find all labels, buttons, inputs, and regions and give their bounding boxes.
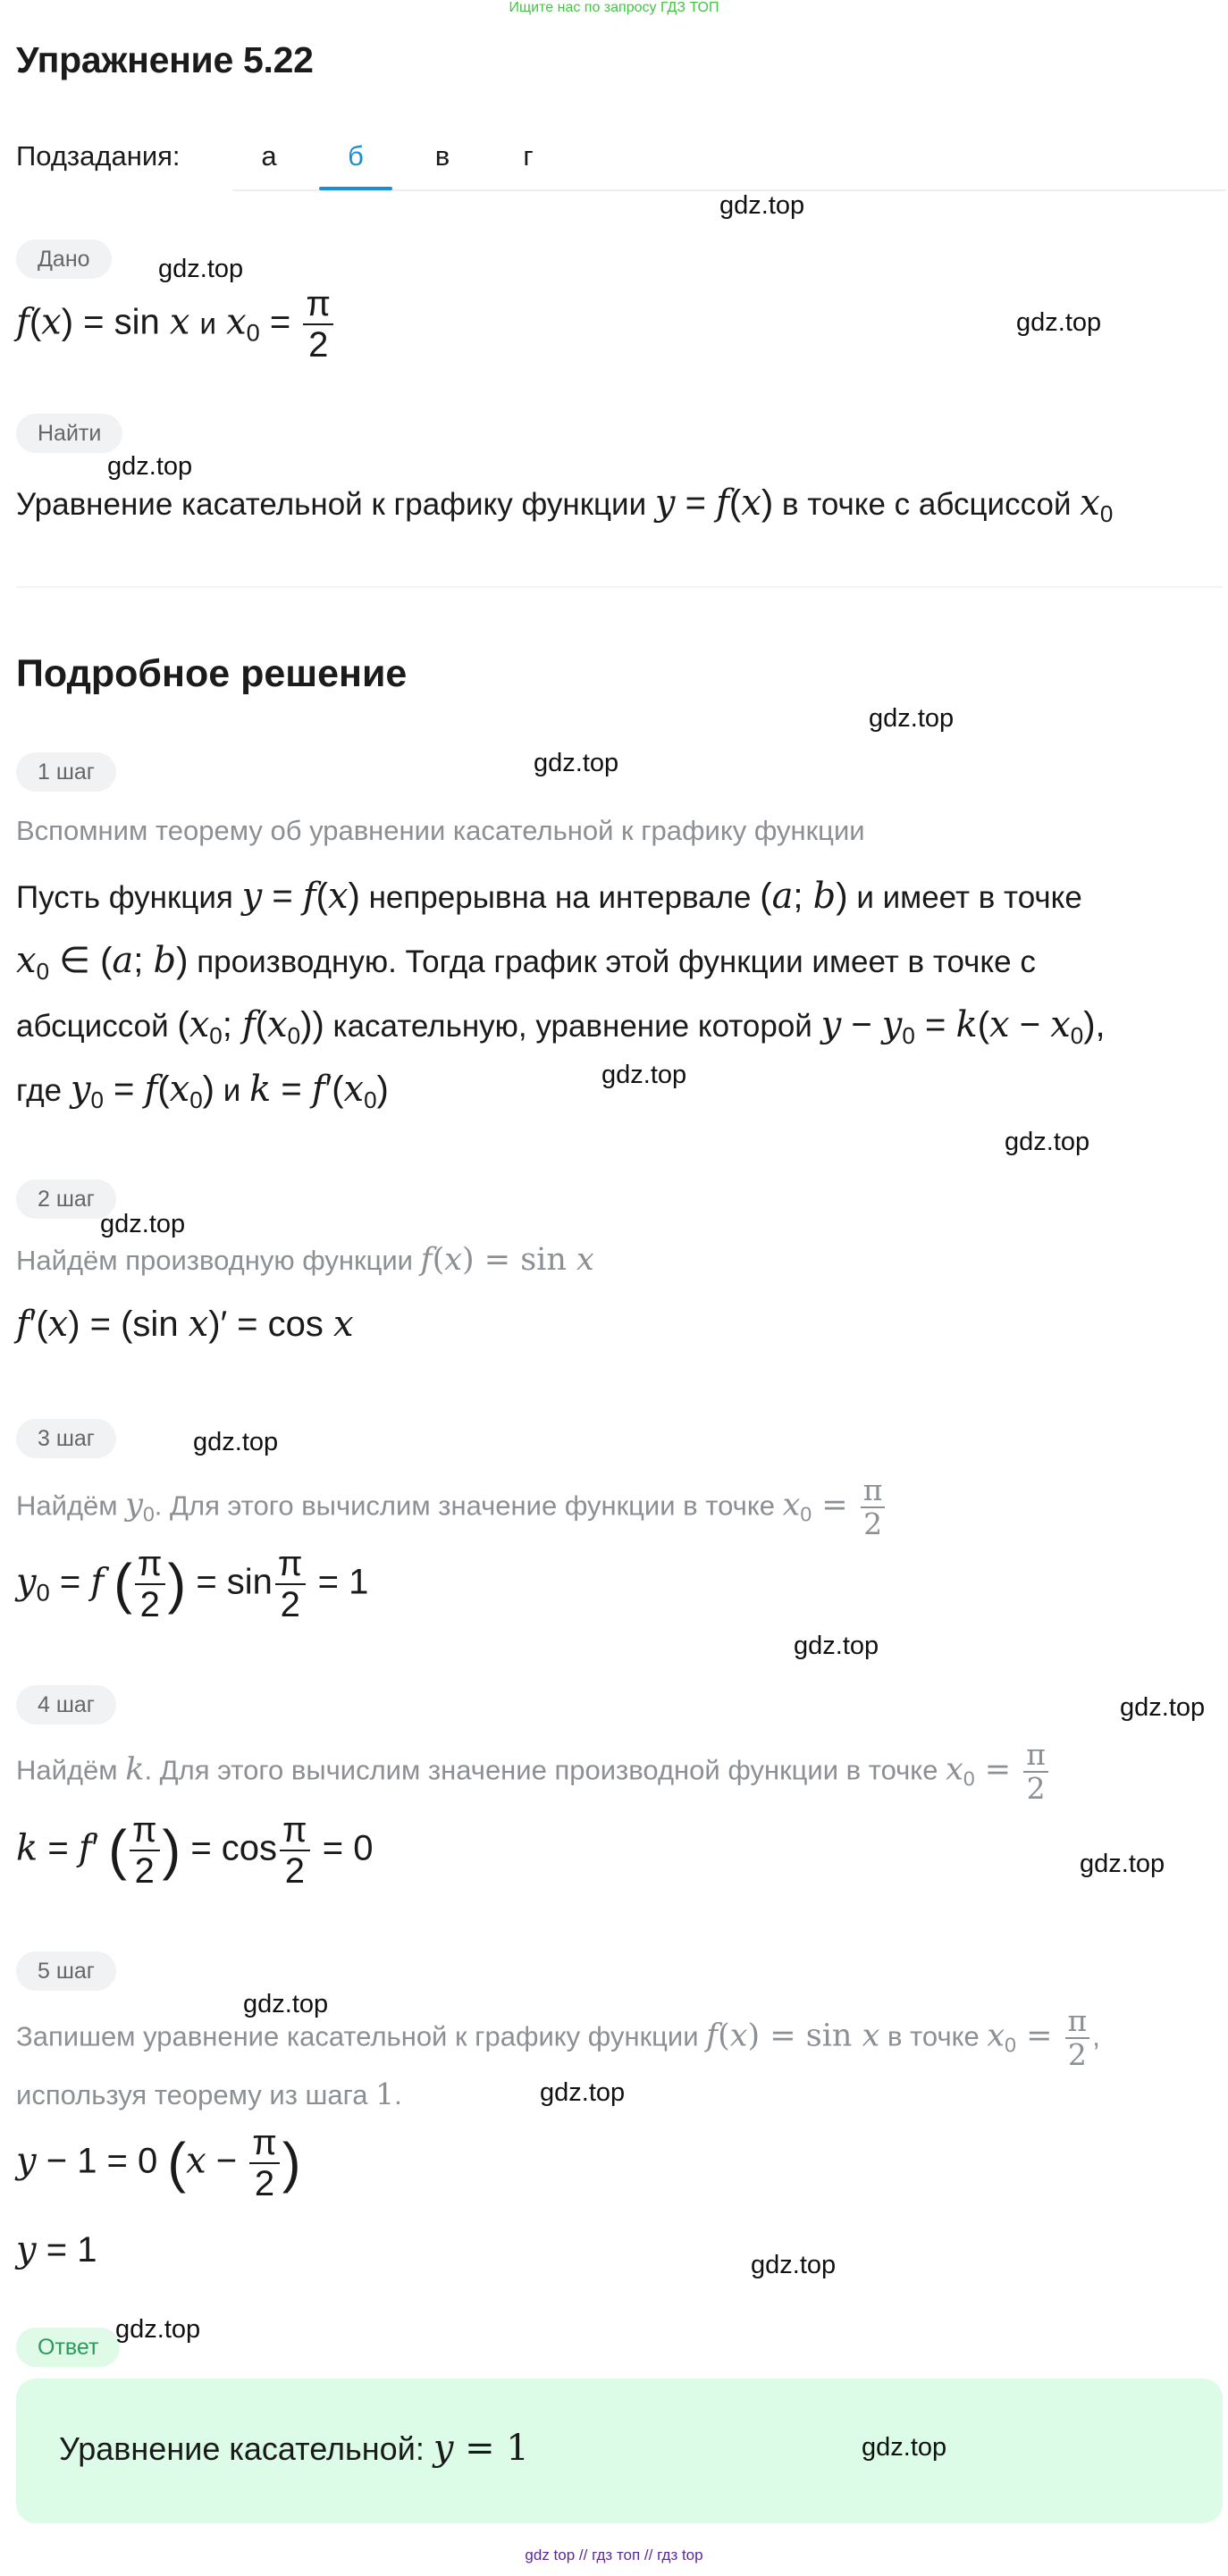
tab-g[interactable]: г: [523, 140, 534, 172]
step-1-theorem-line-4: где $y_0 = f(x_0)$ и $k = f'(x_0)$: [16, 1069, 389, 1113]
watermark: gdz.top: [1120, 1693, 1206, 1722]
top-notice: Ищите нас по запросу ГДЗ ТОП: [509, 0, 719, 15]
tab-v[interactable]: в: [434, 140, 450, 172]
subtasks-label: Подзадания:: [16, 140, 181, 172]
step-1-theorem-line-1: Пусть функция y = f(x) непрерывна на интервале (a; b) и имеет в точке: [16, 876, 1082, 917]
watermark: gdz.top: [243, 1990, 329, 2018]
find-badge: Найти: [16, 414, 122, 453]
step-4-badge: 4 шаг: [16, 1685, 116, 1724]
find-text: Уравнение касательной к графику функции y = f(x) в точке с абсциссой $x_0$: [16, 482, 1114, 527]
watermark: gdz.top: [862, 2433, 947, 2462]
footer: gdz top // гдз топ // гдз top: [525, 2547, 703, 2563]
watermark: gdz.top: [100, 1210, 186, 1238]
watermark: gdz.top: [193, 1428, 279, 1456]
step-3-formula: $y_0 = f$ ( $\frac{\pi}{2}$ ) = sin $\frac{\pi}{2}$ = 1: [16, 1544, 369, 1624]
step-5-formula-2: y = 1: [16, 2229, 97, 2270]
watermark: gdz.top: [115, 2315, 201, 2344]
step-4-formula: k = f′ ( $\frac{\pi}{2}$ ) = cos $\frac{\pi}{2}$ = 0: [16, 1810, 374, 1891]
step-2-badge: 2 шаг: [16, 1179, 116, 1219]
given-badge: Дано: [16, 239, 112, 279]
step-3-badge: 3 шаг: [16, 1419, 116, 1458]
step-1-theorem-line-2: $x_0$ ∈ (a; b) производную. Тогда график этой функции имеет в точке с: [16, 940, 1036, 985]
tab-a[interactable]: а: [261, 140, 277, 172]
watermark: gdz.top: [107, 452, 193, 481]
step-1-badge: 1 шаг: [16, 752, 116, 792]
step-3-hint: Найдём $y_0$. Для этого вычислим значение функции в точке $x_0$ = $\frac{\pi}{2}$: [16, 1474, 887, 1541]
watermark: gdz.top: [794, 1632, 879, 1660]
watermark: gdz.top: [540, 2078, 626, 2107]
step-2-formula: f′(x) = (sin x)′ = cos x: [16, 1304, 354, 1345]
section-divider: [16, 586, 1223, 588]
watermark: gdz.top: [158, 255, 244, 283]
step-5-hint-line-2: используя теорему из шага 1.: [16, 2077, 402, 2111]
given-formula: f(x) = sin x и $x_0$ = $\frac{\pi}{2}$: [16, 284, 336, 365]
step-4-hint: Найдём k. Для этого вычислим значение производной функции в точке $x_0$ = $\frac{\pi}{2}$: [16, 1739, 1051, 1806]
active-tab-indicator: [319, 187, 392, 190]
solution-title: Подробное решение: [16, 652, 408, 695]
answer-text: Уравнение касательной: y = 1: [59, 2428, 529, 2469]
step-1-hint: Вспомним теорему об уравнении касательной к графику функции: [16, 815, 865, 846]
page-title: Упражнение 5.22: [16, 39, 314, 80]
watermark: gdz.top: [869, 704, 955, 733]
watermark: gdz.top: [1005, 1128, 1090, 1156]
step-2-hint: Найдём производную функции f(x) = sin x: [16, 1242, 594, 1278]
answer-badge: Ответ: [16, 2328, 120, 2367]
step-5-hint-line-1: Запишем уравнение касательной к графику функции f(x) = sin x в точке $x_0$ = $\frac{\pi}{2}$ ,: [16, 2003, 1100, 2073]
step-1-theorem-line-3: абсциссой ($x_0$; $f(x_0)$) касательную, уравнение которой $y - y_0 = k(x - x_0)$,: [16, 1004, 1106, 1049]
tab-b[interactable]: б: [348, 140, 364, 172]
step-5-badge: 5 шаг: [16, 1951, 116, 1991]
watermark: gdz.top: [601, 1061, 687, 1089]
watermark: gdz.top: [1080, 1850, 1165, 1878]
watermark: gdz.top: [1016, 308, 1102, 337]
watermark: gdz.top: [534, 749, 619, 777]
watermark: gdz.top: [719, 191, 805, 220]
watermark: gdz.top: [751, 2251, 837, 2279]
step-5-formula-1: y − 1 = 0 (x − $\frac{\pi}{2}$ ): [16, 2123, 301, 2203]
given-connector: и: [199, 306, 216, 340]
